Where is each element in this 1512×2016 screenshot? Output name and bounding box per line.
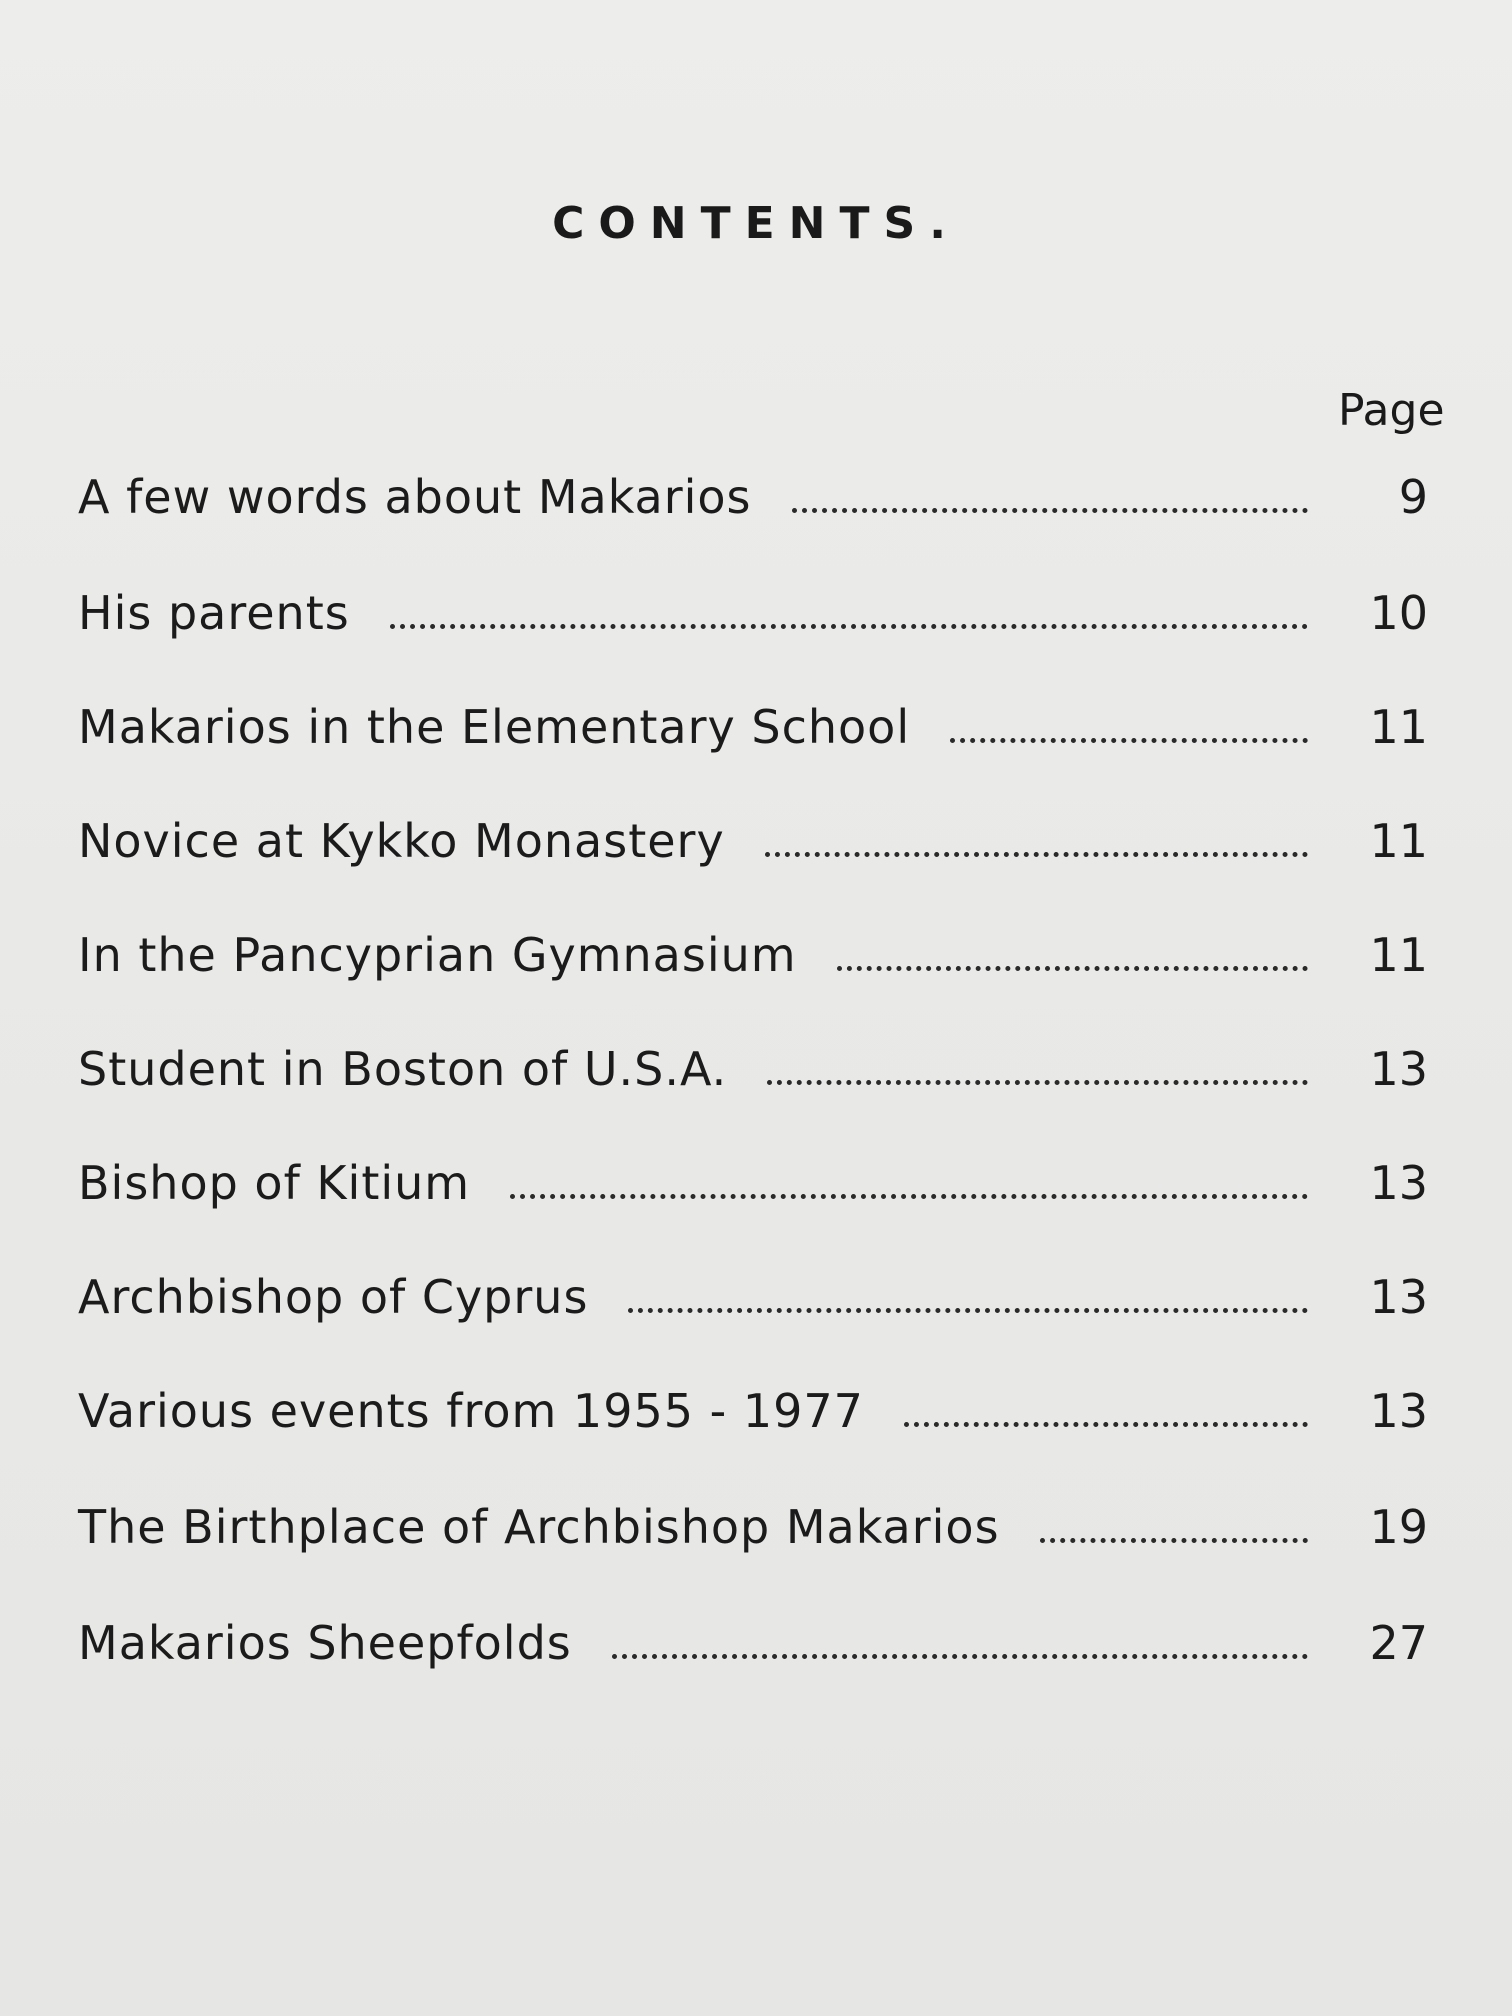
dot-leader bbox=[510, 1194, 1308, 1199]
dot-leader bbox=[767, 1080, 1308, 1085]
dot-leader bbox=[1040, 1538, 1308, 1543]
toc-entry-title: Makarios Sheepfolds bbox=[78, 1616, 572, 1670]
toc-entry bbox=[78, 1616, 1428, 1686]
dot-leader bbox=[904, 1422, 1308, 1427]
toc-entry-title: A few words about Makarios bbox=[78, 470, 752, 524]
toc-entry-title: The Birthplace of Archbishop Makarios bbox=[78, 1500, 1000, 1554]
toc-entry-page: 13 bbox=[1369, 1042, 1428, 1096]
toc-entry-page: 9 bbox=[1398, 470, 1428, 524]
toc-entry bbox=[78, 470, 1428, 540]
toc-entry-title: Various events from 1955 - 1977 bbox=[78, 1384, 864, 1438]
toc-entry-page: 13 bbox=[1369, 1156, 1428, 1210]
dot-leader bbox=[612, 1654, 1308, 1659]
toc-entry bbox=[78, 814, 1428, 884]
dot-leader bbox=[390, 624, 1308, 629]
toc-entry-title: Novice at Kykko Monastery bbox=[78, 814, 725, 868]
toc-entry bbox=[78, 1270, 1428, 1340]
toc-entry-title: His parents bbox=[78, 586, 350, 640]
toc-entry-page: 19 bbox=[1369, 1500, 1428, 1554]
page-column-label: Page bbox=[1338, 385, 1445, 436]
toc-entry-page: 11 bbox=[1369, 700, 1428, 754]
dot-leader bbox=[765, 852, 1308, 857]
contents-heading: CONTENTS. bbox=[552, 198, 960, 249]
toc-entry bbox=[78, 700, 1428, 770]
toc-entry bbox=[78, 928, 1428, 998]
toc-entry-title: Student in Boston of U.S.A. bbox=[78, 1042, 728, 1096]
toc-entry-page: 11 bbox=[1369, 928, 1428, 982]
dot-leader bbox=[792, 508, 1308, 513]
toc-entry bbox=[78, 1042, 1428, 1112]
dot-leader bbox=[837, 966, 1308, 971]
toc-entry-title: Makarios in the Elementary School bbox=[78, 700, 911, 754]
toc-entry-page: 13 bbox=[1369, 1270, 1428, 1324]
toc-entry-page: 13 bbox=[1369, 1384, 1428, 1438]
toc-entry-page: 11 bbox=[1369, 814, 1428, 868]
dot-leader bbox=[950, 738, 1308, 743]
toc-entry-title: Archbishop of Cyprus bbox=[78, 1270, 589, 1324]
toc-entry-title: Bishop of Kitium bbox=[78, 1156, 471, 1210]
toc-entry-title: In the Pancyprian Gymnasium bbox=[78, 928, 797, 982]
toc-entry bbox=[78, 1500, 1428, 1570]
toc-entry bbox=[78, 586, 1428, 656]
toc-entry-page: 10 bbox=[1369, 586, 1428, 640]
toc-entry bbox=[78, 1384, 1428, 1454]
toc-entry-page: 27 bbox=[1369, 1616, 1428, 1670]
dot-leader bbox=[628, 1308, 1308, 1313]
toc-entry bbox=[78, 1156, 1428, 1226]
